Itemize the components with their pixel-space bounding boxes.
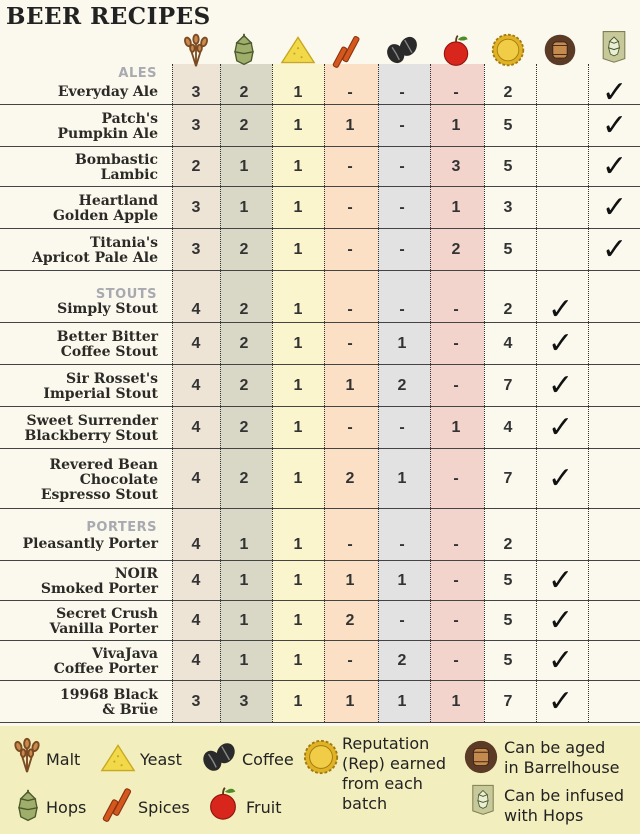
cell-value: 7 [503, 470, 513, 487]
barrel-check-icon: ✓ [548, 603, 574, 638]
recipe-name [0, 647, 158, 677]
infused-hops-icon [596, 28, 632, 64]
recipe-name [0, 414, 158, 444]
recipe-name [0, 607, 158, 637]
legend-label: Coffee [242, 750, 294, 769]
cell-value: 4 [191, 301, 201, 318]
recipe-name-line: Imperial Stout [43, 386, 158, 402]
header-barrelhouse-icon [542, 32, 582, 72]
recipe-name-line: VivaJava [91, 646, 158, 662]
barrelhouse-icon [542, 32, 578, 68]
legend-label: Spices [138, 798, 190, 817]
recipe-name-line: Patch's [101, 111, 158, 127]
legend-label [504, 786, 624, 826]
cell-value: 2 [239, 301, 249, 318]
legend-label-line: with Hops [504, 806, 584, 825]
recipe-name-line: Secret Crush [56, 606, 158, 622]
header-reputation-icon [490, 32, 530, 72]
yeast-icon [280, 32, 316, 68]
legend-spices-icon [102, 784, 140, 822]
cell-value: 4 [191, 652, 201, 669]
recipe-name-line: Coffee Stout [60, 344, 158, 360]
header-yeast-icon [280, 32, 320, 72]
cell-value: 2 [397, 652, 407, 669]
section-header-stouts: STOUTS [95, 287, 157, 302]
recipe-name [0, 236, 158, 266]
cell-value: 1 [239, 199, 249, 216]
recipe-name [0, 458, 158, 503]
recipe-name-line: NOIR [114, 566, 158, 582]
cell-value: - [399, 158, 405, 175]
cell-value: 2 [503, 301, 513, 318]
barrel-check-icon: ✓ [548, 326, 574, 361]
legend-label: Fruit [246, 798, 282, 817]
cell-value: - [453, 84, 459, 101]
cell-value: 5 [503, 572, 513, 589]
cell-value: 2 [239, 419, 249, 436]
row-divider [0, 228, 640, 229]
cell-value: 4 [503, 335, 513, 352]
cell-value: 5 [503, 117, 513, 134]
legend-label-line: Reputation [342, 734, 430, 753]
cell-value: 3 [191, 241, 201, 258]
coffee-icon [384, 32, 420, 68]
recipe-name [0, 330, 158, 360]
cell-value: - [347, 301, 353, 318]
cell-value: - [399, 84, 405, 101]
cell-value: - [347, 536, 353, 553]
legend-reputation-icon [302, 738, 340, 776]
row-divider [0, 722, 640, 723]
legend-malt-icon [8, 736, 46, 774]
cell-value: 5 [503, 158, 513, 175]
spices-icon [102, 784, 140, 822]
cell-value: 2 [345, 470, 355, 487]
cell-value: - [399, 536, 405, 553]
recipe-name-line: Apricot Pale Ale [32, 250, 158, 266]
hops-check-icon: ✓ [602, 75, 628, 110]
cell-value: 2 [239, 241, 249, 258]
cell-value: 2 [239, 117, 249, 134]
cell-value: 4 [191, 572, 201, 589]
row-divider [0, 508, 640, 509]
cell-value: 1 [451, 117, 461, 134]
row-divider [0, 680, 640, 681]
legend-label-line: in Barrelhouse [504, 758, 620, 777]
cell-value: - [399, 241, 405, 258]
yeast-icon [100, 740, 136, 776]
reputation-icon [302, 738, 340, 776]
row-divider [0, 270, 640, 271]
reputation-icon [490, 32, 526, 68]
cell-value: 2 [451, 241, 461, 258]
cell-value: 1 [293, 377, 303, 394]
legend-label: Hops [46, 798, 87, 817]
recipe-name-line: Simply Stout [57, 300, 158, 317]
column-divider [324, 64, 325, 722]
cell-value: 1 [345, 693, 355, 710]
cell-value: - [453, 536, 459, 553]
cell-value: 1 [451, 693, 461, 710]
fruit-icon [438, 32, 474, 68]
recipe-name-line: Blackberry Stout [24, 428, 158, 444]
row-divider [0, 640, 640, 641]
legend [0, 726, 640, 834]
cell-value: 1 [397, 572, 407, 589]
cell-value: 1 [293, 470, 303, 487]
row-divider [0, 600, 640, 601]
cell-value: 2 [239, 335, 249, 352]
row-divider [0, 146, 640, 147]
row-divider [0, 104, 640, 105]
cell-value: - [453, 335, 459, 352]
cell-value: 4 [191, 377, 201, 394]
header-fruit-icon [438, 32, 478, 72]
barrel-check-icon: ✓ [548, 368, 574, 403]
cell-value: 1 [293, 158, 303, 175]
barrel-check-icon: ✓ [548, 292, 574, 327]
recipe-name-line: Pumpkin Ale [57, 126, 158, 142]
recipe-name-line: & Brüe [102, 702, 158, 718]
recipe-name-line: 19968 Black [59, 687, 158, 703]
legend-coffee-icon [200, 738, 238, 776]
cell-value: 1 [451, 199, 461, 216]
cell-value: 7 [503, 377, 513, 394]
hops-check-icon: ✓ [602, 149, 628, 184]
cell-value: 4 [191, 612, 201, 629]
cell-value: - [347, 419, 353, 436]
row-divider [0, 364, 640, 365]
legend-label: Malt [46, 750, 81, 769]
cell-value: - [453, 301, 459, 318]
malt-icon [178, 32, 214, 68]
hops-icon [10, 788, 46, 824]
hops-check-icon: ✓ [602, 190, 628, 225]
legend-barrelhouse-icon [462, 738, 500, 776]
header-spices-icon [332, 32, 372, 72]
cell-value: 1 [239, 652, 249, 669]
legend-label-line: Can be aged [504, 738, 606, 757]
legend-infused-hops-icon [466, 782, 500, 816]
cell-value: 2 [239, 377, 249, 394]
cell-value: 1 [397, 335, 407, 352]
fruit-icon [204, 784, 242, 822]
cell-value: 4 [191, 335, 201, 352]
cell-value: 1 [239, 612, 249, 629]
cell-value: - [399, 419, 405, 436]
column-divider [430, 64, 431, 722]
cell-value: 2 [503, 536, 513, 553]
cell-value: 5 [503, 612, 513, 629]
cell-value: 3 [191, 84, 201, 101]
recipe-name [0, 153, 158, 183]
recipe-name [0, 85, 158, 100]
legend-label [342, 734, 446, 814]
barrel-check-icon: ✓ [548, 643, 574, 678]
cell-value: 2 [397, 377, 407, 394]
cell-value: 1 [293, 693, 303, 710]
cell-value: 3 [503, 199, 513, 216]
cell-value: 1 [451, 419, 461, 436]
recipe-name [0, 688, 158, 718]
recipe-name-line: Lambic [100, 167, 158, 183]
cell-value: - [399, 117, 405, 134]
recipe-name-line: Bombastic [74, 152, 158, 168]
cell-value: - [347, 84, 353, 101]
cell-value: 2 [345, 612, 355, 629]
cell-value: 3 [191, 117, 201, 134]
recipe-name [0, 194, 158, 224]
cell-value: 1 [239, 536, 249, 553]
coffee-icon [200, 738, 238, 776]
barrel-check-icon: ✓ [548, 684, 574, 719]
row-divider [0, 560, 640, 561]
legend-label-line: batch [342, 794, 388, 813]
cell-value: 1 [293, 117, 303, 134]
legend-label-line: from each [342, 774, 423, 793]
recipe-name-line: Espresso Stout [40, 486, 158, 503]
cell-value: 4 [191, 470, 201, 487]
infused-hops-icon [466, 782, 500, 816]
row-divider [0, 448, 640, 449]
recipe-name-line: Sweet Surrender [26, 413, 158, 429]
recipe-name-line: Everyday Ale [57, 83, 158, 100]
recipe-name [0, 537, 158, 552]
cell-value: - [399, 612, 405, 629]
cell-value: 1 [239, 158, 249, 175]
column-divider [272, 64, 273, 722]
cell-value: 2 [239, 84, 249, 101]
cell-value: 1 [293, 199, 303, 216]
recipe-name-line: Coffee Porter [53, 661, 158, 677]
cell-value: 1 [293, 419, 303, 436]
cell-value: - [347, 199, 353, 216]
header-coffee-icon [384, 32, 424, 72]
cell-value: 1 [397, 470, 407, 487]
cell-value: 1 [293, 536, 303, 553]
cell-value: - [453, 572, 459, 589]
recipe-name [0, 112, 158, 142]
section-header-ales: ALES [118, 66, 157, 81]
recipe-name-line: Titania's [89, 235, 158, 251]
cell-value: 3 [239, 693, 249, 710]
cell-value: 2 [503, 84, 513, 101]
header-infused-hops-icon [596, 28, 636, 68]
cell-value: 1 [293, 84, 303, 101]
cell-value: 3 [451, 158, 461, 175]
recipe-name-line: Revered Bean [49, 456, 158, 473]
recipe-name-line: Smoked Porter [40, 581, 158, 597]
legend-label-line: Can be infused [504, 786, 624, 805]
cell-value: - [453, 470, 459, 487]
recipe-name-line: Pleasantly Porter [22, 535, 158, 552]
section-header-porters: PORTERS [86, 520, 157, 535]
barrel-check-icon: ✓ [548, 461, 574, 496]
legend-hops-icon [10, 788, 46, 824]
recipe-name-line: Vanilla Porter [49, 621, 158, 637]
cell-value: 1 [293, 612, 303, 629]
recipe-name-line: Chocolate [79, 471, 158, 488]
barrelhouse-icon [462, 738, 500, 776]
cell-value: 2 [239, 470, 249, 487]
barrel-check-icon: ✓ [548, 563, 574, 598]
cell-value: 1 [293, 335, 303, 352]
page-title: BEER RECIPES [6, 3, 211, 30]
hops-check-icon: ✓ [602, 108, 628, 143]
row-divider [0, 322, 640, 323]
hops-check-icon: ✓ [602, 232, 628, 267]
cell-value: - [347, 158, 353, 175]
cell-value: 1 [293, 652, 303, 669]
recipe-name [0, 302, 158, 317]
cell-value: 3 [191, 199, 201, 216]
cell-value: 1 [293, 572, 303, 589]
hops-icon [226, 32, 262, 68]
legend-label-line: (Rep) earned [342, 754, 447, 773]
malt-icon [8, 736, 46, 774]
cell-value: - [399, 301, 405, 318]
cell-value: 1 [345, 572, 355, 589]
recipe-name-line: Heartland [78, 193, 158, 209]
column-divider [536, 64, 537, 722]
cell-value: 4 [191, 419, 201, 436]
cell-value: - [453, 652, 459, 669]
cell-value: 2 [191, 158, 201, 175]
legend-yeast-icon [100, 740, 136, 776]
cell-value: - [453, 612, 459, 629]
cell-value: - [347, 241, 353, 258]
header-hops-icon [226, 32, 266, 72]
cell-value: 1 [345, 377, 355, 394]
legend-label [504, 738, 620, 778]
recipe-name-line: Golden Apple [52, 208, 158, 224]
cell-value: - [347, 335, 353, 352]
cell-value: 1 [293, 301, 303, 318]
cell-value: 5 [503, 241, 513, 258]
recipe-name-line: Sir Rosset's [66, 371, 158, 387]
row-divider [0, 406, 640, 407]
cell-value: 7 [503, 693, 513, 710]
recipe-name-line: Better Bitter [56, 329, 158, 345]
row-divider [0, 186, 640, 187]
header-malt-icon [178, 32, 218, 72]
barrel-check-icon: ✓ [548, 410, 574, 445]
legend-label: Yeast [140, 750, 182, 769]
recipe-name [0, 567, 158, 597]
cell-value: - [453, 377, 459, 394]
recipe-name [0, 372, 158, 402]
cell-value: 4 [191, 536, 201, 553]
cell-value: - [347, 652, 353, 669]
column-divider [588, 64, 589, 722]
cell-value: 4 [503, 419, 513, 436]
cell-value: 1 [293, 241, 303, 258]
cell-value: 1 [345, 117, 355, 134]
cell-value: 1 [239, 572, 249, 589]
cell-value: 5 [503, 652, 513, 669]
cell-value: 3 [191, 693, 201, 710]
legend-fruit-icon [204, 784, 242, 822]
cell-value: - [399, 199, 405, 216]
spices-icon [332, 32, 368, 68]
cell-value: 1 [397, 693, 407, 710]
